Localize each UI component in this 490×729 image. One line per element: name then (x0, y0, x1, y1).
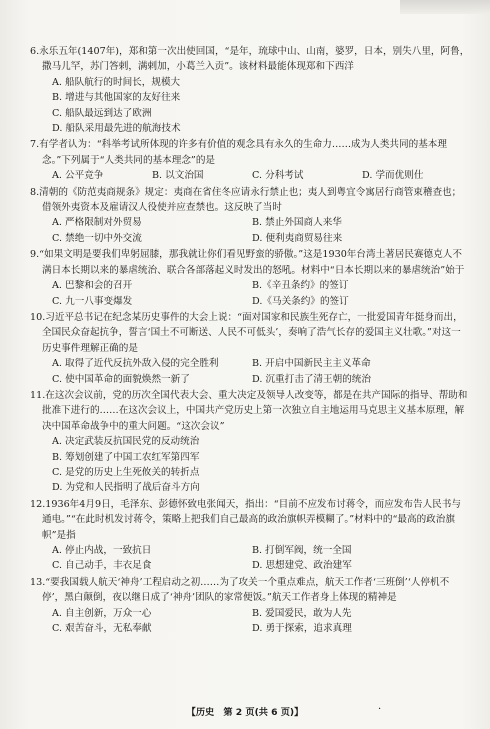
options-grid (30, 543, 470, 574)
option-a: A. 决定武装反抗国民党的反动统治 (52, 436, 200, 448)
option-c: C. 九一八事变爆发 (52, 295, 133, 307)
option-c: C. 自己动手，丰衣足食 (52, 560, 152, 572)
question-stem: 11.在这次会议前，党的历次全国代表大会、重大决定及领导人改变等，都是在共产国际的指导、帮助和批准下进行的……在这次会议上，中国共产党历史上第一次独立自主地运用马克思主义基本原理，解决中国革命战争中的重大问题。“这次会议” (30, 389, 468, 432)
question-8 (30, 185, 470, 247)
option-d: D. 为党和人民指明了战后奋斗方向 (52, 482, 200, 494)
page-footer: 【历史 第 2 页(共 6 页)】 (186, 707, 304, 718)
option-d: D.《马关条约》的签订 (252, 295, 349, 307)
page-corner-shadow (400, 0, 490, 14)
option-c: C. 禁绝一切中外交流 (52, 232, 142, 244)
option-a: A. 巴黎和会的召开 (52, 280, 133, 292)
question-12 (30, 497, 470, 574)
question-stem: 10.习近平总书记在纪念某历史事件的大会上说：“面对国家和民族生死存亡，一批爱国青年挺身而出，全国民众奋起抗争，誓言‘国土不可断送、人民不可低头’，奏响了浩气长存的爱国主义壮歌。”对这一历史事件理解正确的是 (30, 311, 463, 354)
option-d: D. 船队采用最先进的航海技术 (52, 123, 181, 135)
option-b: B. 禁止外国商人来华 (252, 217, 342, 229)
option-b: B. 增进与其他国家的友好往来 (52, 92, 181, 104)
option-b: B.《辛丑条约》的签订 (252, 280, 349, 292)
options-row (30, 168, 470, 183)
options-grid (30, 356, 470, 387)
option-d: D. 沉重打击了清王朝的统治 (252, 373, 371, 385)
options-grid (30, 278, 470, 309)
question-7 (30, 137, 470, 183)
option-b: B. 打倒军阀，统一全国 (252, 545, 352, 556)
option-a: A. 自主创新，万众一心 (52, 607, 152, 619)
options-grid (30, 215, 470, 246)
option-d: D. 学而优则仕 (362, 170, 424, 182)
options-grid (30, 606, 470, 637)
question-13 (30, 575, 470, 637)
option-c: C. 艰苦奋斗，无私奉献 (52, 623, 152, 635)
option-a: A. 公平竞争 (52, 170, 104, 182)
option-d: D. 勇于探索，追求真理 (252, 623, 352, 635)
question-9 (30, 247, 470, 309)
option-b: B. 筹划创建了中国工农红军第四军 (52, 451, 200, 463)
question-11 (30, 388, 470, 496)
footer-dot: · (378, 704, 382, 715)
question-10 (30, 310, 470, 387)
option-a: A. 船队航行的时间长，规模大 (52, 76, 181, 88)
option-a: A. 停止内战，一致抗日 (52, 545, 152, 556)
option-b: B. 开启中国新民主主义革命 (252, 358, 371, 370)
question-list (30, 44, 470, 637)
option-b: B. 爱国爱民，敢为人先 (252, 607, 352, 619)
option-a: A. 取得了近代反抗外敌入侵的完全胜利 (52, 358, 219, 370)
option-d: D. 思想建党、政治建军 (252, 560, 352, 572)
option-c: C. 分科考试 (252, 170, 304, 182)
question-stem: 7.有学者认为：“科举考试所体现的许多有价值的观念具有永久的生命力……成为人类共同的基本理念。”下列属于“人类共同的基本理念”的是 (30, 139, 447, 166)
option-c: C. 使中国革命的面貌焕然一新了 (52, 373, 190, 385)
question-stem: 13.“要我国载人航天‘神舟’工程启动之初……为了攻关一个重点难点，航天工作者‘三班倒’‘人停机不停’，黑白颠倒，夜以继日成了‘神舟’团队的家常便饭。”航天工作者身上体现的精神是 (30, 576, 450, 604)
option-a: A. 严格限制对外贸易 (52, 217, 142, 229)
question-6 (30, 44, 470, 136)
question-stem: 6.永乐五年(1407年)，郑和第一次出使回国，“是年，琉球中山、山南，婆罗，日本，别失八里，阿鲁，撒马儿罕，苏门答剌，满剌加，小葛兰入贡”。该材料最能体现郑和下西洋 (30, 46, 470, 73)
question-stem: 12.1936年4月9日，毛泽东、彭德怀致电张闻天，指出：“目前不应发布讨蒋令，而应发布告人民书与通电。”“在此时机发讨蒋令，策略上把我们自己最高的政治旗帜弄模糊了。”材料中的“最高的政治旗帜”是指 (30, 498, 461, 541)
option-c: C. 是党的历史上生死攸关的转折点 (52, 466, 200, 478)
question-stem: 9.“如果文明是要我们卑躬屈膝，那我就让你们看见野蛮的骄傲。”这是1930年台湾土著居民赛德克人不满日本长期以来的暴虐统治、联合各部落起义时发出的怒吼。材料中“日本长期以来的暴虐统治”始于 (30, 249, 465, 276)
option-d: D. 便利夷商贸易往来 (252, 232, 343, 244)
option-b: B. 以文治国 (152, 170, 204, 182)
option-c: C. 船队最远到达了欧洲 (52, 107, 152, 119)
question-stem: 8.清朝的《防范夷商规条》规定：夷商在省住冬应请永行禁止也；夷人到粤宜令寓居行商管束稽查也；借领外夷资本及雇请汉人役使并应查禁也。这反映了当时 (30, 186, 462, 214)
